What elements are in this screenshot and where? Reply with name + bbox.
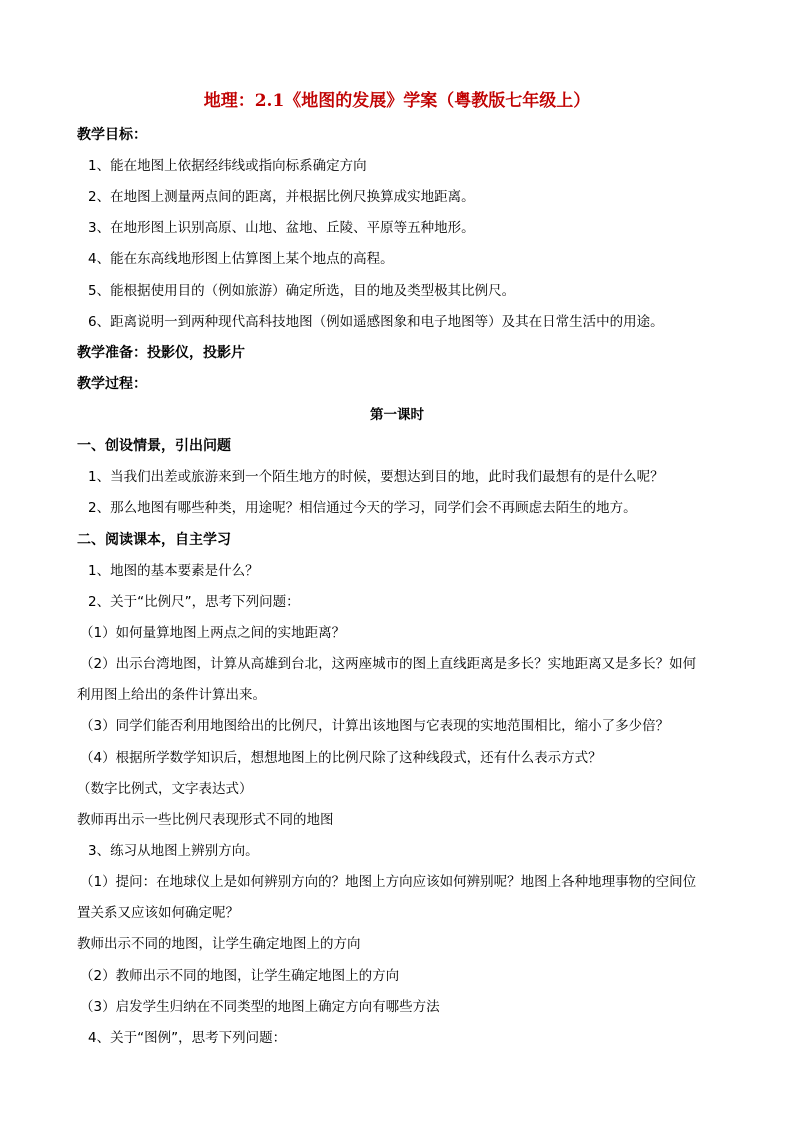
teaching-prep: 教学准备：投影仪，投影片 [77, 345, 245, 361]
goal-item: 5、能根据使用目的（例如旅游）确定所选，目的地及类型极其比例尺。 [88, 283, 516, 299]
question-1: 1、地图的基本要素是什么？ [88, 563, 259, 579]
goal-item: 4、能在东高线地形图上估算图上某个地点的高程。 [88, 251, 394, 267]
question-2-answer: （数字比例式，文字表达式） [77, 781, 253, 797]
question-3-1: （1）提问：在地球仪上是如何辨别方向的？地图上方向应该如何辨别呢？地图上各种地理事物的空间位 [80, 874, 697, 890]
process-heading: 教学过程： [77, 376, 147, 392]
goal-item: 1、能在地图上依据经纬线或指向标系确定方向 [88, 158, 367, 174]
section2-heading: 二、阅读课本，自主学习 [77, 532, 231, 548]
section1-heading: 一、创设情景，引出问题 [77, 438, 231, 454]
goal-item: 3、在地形图上识别高原、山地、盆地、丘陵、平原等五种地形。 [88, 220, 475, 236]
question-4: 4、关于“图例”，思考下列问题： [88, 1030, 287, 1046]
question-2: 2、关于“比例尺”，思考下列问题： [88, 594, 300, 610]
question-2-3: （3）同学们能否利用地图给出的比例尺，计算出该地图与它表现的实地范围相比，缩小了多少倍？ [80, 718, 670, 734]
question-2-2: （2）出示台湾地图，计算从高雄到台北，这两座城市的图上直线距离是多长？实地距离又是多长？如何 [80, 656, 697, 672]
question-2-2-cont: 利用图上给出的条件计算出来。 [77, 687, 266, 703]
section1-item: 1、当我们出差或旅游来到一个陌生地方的时候，要想达到目的地，此时我们最想有的是什么呢？ [88, 469, 664, 485]
question-3-2: （2）教师出示不同的地图，让学生确定地图上的方向 [80, 968, 400, 984]
goal-item: 6、距离说明一到两种现代高科技地图（例如遥感图象和电子地图等）及其在日常生活中的用途。 [88, 314, 664, 330]
document-title: 地理：2.1《地图的发展》学案（粤教版七年级上） [203, 91, 591, 111]
question-3-3: （3）启发学生归纳在不同类型的地图上确定方向有哪些方法 [80, 999, 440, 1015]
question-2-4: （4）根据所学数学知识后，想想地图上的比例尺除了这种线段式，还有什么表示方式？ [80, 750, 602, 766]
question-3: 3、练习从地图上辨别方向。 [88, 843, 259, 859]
goals-heading: 教学目标： [77, 127, 147, 143]
teacher-note: 教师再出示一些比例尺表现形式不同的地图 [77, 812, 334, 828]
lesson-heading: 第一课时 [370, 407, 424, 423]
question-2-1: （1）如何量算地图上两点之间的实地距离？ [80, 625, 346, 641]
question-3-1-cont: 置关系又应该如何确定呢？ [77, 905, 239, 921]
goal-item: 2、在地图上测量两点间的距离，并根据比例尺换算成实地距离。 [88, 189, 475, 205]
section1-item: 2、那么地图有哪些种类，用途呢？相信通过今天的学习，同学们会不再顾虑去陌生的地方。 [88, 500, 637, 516]
teacher-note: 教师出示不同的地图，让学生确定地图上的方向 [77, 936, 361, 952]
